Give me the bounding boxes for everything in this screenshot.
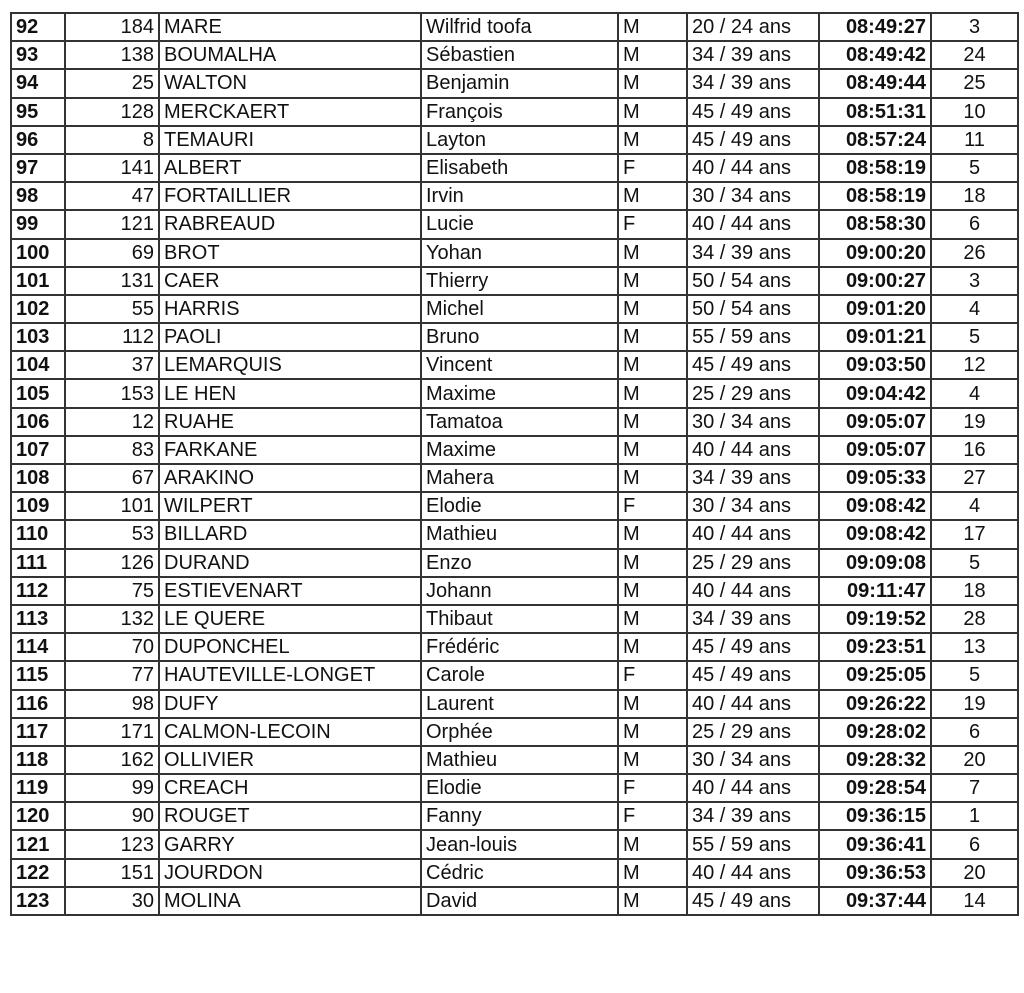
rank-cell: 99 [11,210,65,238]
sex-cell: M [618,464,687,492]
bib-cell: 126 [65,549,159,577]
first-name-cell: Maxime [421,379,618,407]
category-rank-cell: 14 [931,887,1018,915]
finish-time-cell: 09:05:07 [819,408,931,436]
last-name-cell: CAER [159,267,421,295]
bib-cell: 184 [65,13,159,41]
first-name-cell: Fanny [421,802,618,830]
finish-time-cell: 09:05:07 [819,436,931,464]
finish-time-cell: 09:08:42 [819,520,931,548]
category-rank-cell: 1 [931,802,1018,830]
finish-time-cell: 08:49:42 [819,41,931,69]
rank-cell: 109 [11,492,65,520]
table-row [11,746,1018,774]
bib-cell: 112 [65,323,159,351]
bib-cell: 99 [65,774,159,802]
table-row [11,267,1018,295]
sex-cell: F [618,154,687,182]
finish-time-cell: 09:37:44 [819,887,931,915]
bib-cell: 83 [65,436,159,464]
finish-time-cell: 08:58:19 [819,182,931,210]
category-rank-cell: 11 [931,126,1018,154]
first-name-cell: Cédric [421,859,618,887]
finish-time-cell: 09:23:51 [819,633,931,661]
sex-cell: M [618,41,687,69]
category-rank-cell: 5 [931,549,1018,577]
category-rank-cell: 3 [931,267,1018,295]
first-name-cell: Thibaut [421,605,618,633]
age-category-cell: 45 / 49 ans [687,126,819,154]
finish-time-cell: 09:08:42 [819,492,931,520]
last-name-cell: ESTIEVENART [159,577,421,605]
last-name-cell: ALBERT [159,154,421,182]
first-name-cell: Bruno [421,323,618,351]
rank-cell: 93 [11,41,65,69]
last-name-cell: LEMARQUIS [159,351,421,379]
last-name-cell: OLLIVIER [159,746,421,774]
sex-cell: M [618,633,687,661]
finish-time-cell: 09:00:27 [819,267,931,295]
bib-cell: 131 [65,267,159,295]
rank-cell: 102 [11,295,65,323]
sex-cell: M [618,520,687,548]
rank-cell: 114 [11,633,65,661]
first-name-cell: Layton [421,126,618,154]
bib-cell: 138 [65,41,159,69]
category-rank-cell: 18 [931,182,1018,210]
bib-cell: 75 [65,577,159,605]
table-row [11,774,1018,802]
category-rank-cell: 20 [931,859,1018,887]
category-rank-cell: 24 [931,41,1018,69]
last-name-cell: HARRIS [159,295,421,323]
category-rank-cell: 13 [931,633,1018,661]
last-name-cell: HAUTEVILLE-LONGET [159,661,421,689]
finish-time-cell: 09:36:53 [819,859,931,887]
rank-cell: 121 [11,830,65,858]
age-category-cell: 40 / 44 ans [687,690,819,718]
rank-cell: 105 [11,379,65,407]
last-name-cell: RABREAUD [159,210,421,238]
first-name-cell: Jean-louis [421,830,618,858]
first-name-cell: Mathieu [421,520,618,548]
first-name-cell: Maxime [421,436,618,464]
last-name-cell: MOLINA [159,887,421,915]
sex-cell: F [618,774,687,802]
last-name-cell: DURAND [159,549,421,577]
sex-cell: M [618,267,687,295]
age-category-cell: 25 / 29 ans [687,379,819,407]
category-rank-cell: 5 [931,154,1018,182]
table-row [11,859,1018,887]
sex-cell: M [618,323,687,351]
table-row [11,126,1018,154]
age-category-cell: 30 / 34 ans [687,408,819,436]
table-row [11,464,1018,492]
table-row [11,802,1018,830]
finish-time-cell: 09:28:54 [819,774,931,802]
age-category-cell: 30 / 34 ans [687,746,819,774]
last-name-cell: MERCKAERT [159,98,421,126]
table-row [11,492,1018,520]
last-name-cell: BILLARD [159,520,421,548]
bib-cell: 153 [65,379,159,407]
first-name-cell: Michel [421,295,618,323]
bib-cell: 128 [65,98,159,126]
first-name-cell: Tamatoa [421,408,618,436]
table-row [11,41,1018,69]
table-row [11,182,1018,210]
category-rank-cell: 26 [931,239,1018,267]
table-row [11,408,1018,436]
age-category-cell: 40 / 44 ans [687,520,819,548]
sex-cell: M [618,746,687,774]
sex-cell: M [618,436,687,464]
bib-cell: 151 [65,859,159,887]
finish-time-cell: 09:01:20 [819,295,931,323]
finish-time-cell: 08:58:19 [819,154,931,182]
rank-cell: 94 [11,69,65,97]
bib-cell: 25 [65,69,159,97]
first-name-cell: Lucie [421,210,618,238]
table-row [11,69,1018,97]
finish-time-cell: 08:49:27 [819,13,931,41]
table-row [11,239,1018,267]
rank-cell: 111 [11,549,65,577]
rank-cell: 107 [11,436,65,464]
table-row [11,549,1018,577]
last-name-cell: JOURDON [159,859,421,887]
table-row [11,295,1018,323]
finish-time-cell: 09:28:02 [819,718,931,746]
category-rank-cell: 6 [931,830,1018,858]
age-category-cell: 34 / 39 ans [687,41,819,69]
table-row [11,13,1018,41]
age-category-cell: 50 / 54 ans [687,295,819,323]
table-row [11,154,1018,182]
sex-cell: M [618,379,687,407]
sex-cell: M [618,295,687,323]
first-name-cell: Carole [421,661,618,689]
last-name-cell: DUFY [159,690,421,718]
rank-cell: 110 [11,520,65,548]
first-name-cell: Benjamin [421,69,618,97]
table-row [11,718,1018,746]
bib-cell: 30 [65,887,159,915]
table-row [11,633,1018,661]
table-row [11,379,1018,407]
finish-time-cell: 09:11:47 [819,577,931,605]
last-name-cell: GARRY [159,830,421,858]
bib-cell: 8 [65,126,159,154]
age-category-cell: 55 / 59 ans [687,323,819,351]
category-rank-cell: 16 [931,436,1018,464]
first-name-cell: Irvin [421,182,618,210]
rank-cell: 120 [11,802,65,830]
rank-cell: 118 [11,746,65,774]
category-rank-cell: 4 [931,295,1018,323]
first-name-cell: Sébastien [421,41,618,69]
bib-cell: 141 [65,154,159,182]
bib-cell: 90 [65,802,159,830]
category-rank-cell: 18 [931,577,1018,605]
table-row [11,661,1018,689]
age-category-cell: 40 / 44 ans [687,774,819,802]
bib-cell: 53 [65,520,159,548]
bib-cell: 77 [65,661,159,689]
age-category-cell: 25 / 29 ans [687,718,819,746]
category-rank-cell: 3 [931,13,1018,41]
first-name-cell: Johann [421,577,618,605]
bib-cell: 171 [65,718,159,746]
rank-cell: 98 [11,182,65,210]
last-name-cell: TEMAURI [159,126,421,154]
category-rank-cell: 19 [931,690,1018,718]
finish-time-cell: 09:25:05 [819,661,931,689]
age-category-cell: 45 / 49 ans [687,633,819,661]
finish-time-cell: 08:57:24 [819,126,931,154]
category-rank-cell: 5 [931,323,1018,351]
last-name-cell: MARE [159,13,421,41]
first-name-cell: Thierry [421,267,618,295]
finish-time-cell: 08:58:30 [819,210,931,238]
sex-cell: M [618,239,687,267]
finish-time-cell: 09:36:41 [819,830,931,858]
category-rank-cell: 19 [931,408,1018,436]
rank-cell: 113 [11,605,65,633]
category-rank-cell: 4 [931,492,1018,520]
table-row [11,520,1018,548]
finish-time-cell: 09:19:52 [819,605,931,633]
finish-time-cell: 09:01:21 [819,323,931,351]
age-category-cell: 40 / 44 ans [687,859,819,887]
rank-cell: 112 [11,577,65,605]
age-category-cell: 34 / 39 ans [687,464,819,492]
results-table-body [11,13,1018,915]
first-name-cell: Vincent [421,351,618,379]
category-rank-cell: 12 [931,351,1018,379]
rank-cell: 103 [11,323,65,351]
table-row [11,351,1018,379]
last-name-cell: CALMON-LECOIN [159,718,421,746]
first-name-cell: Elisabeth [421,154,618,182]
last-name-cell: ROUGET [159,802,421,830]
sex-cell: M [618,718,687,746]
bib-cell: 121 [65,210,159,238]
table-row [11,887,1018,915]
first-name-cell: Mahera [421,464,618,492]
age-category-cell: 50 / 54 ans [687,267,819,295]
age-category-cell: 45 / 49 ans [687,98,819,126]
finish-time-cell: 09:00:20 [819,239,931,267]
rank-cell: 104 [11,351,65,379]
first-name-cell: François [421,98,618,126]
finish-time-cell: 09:09:08 [819,549,931,577]
age-category-cell: 45 / 49 ans [687,887,819,915]
last-name-cell: FARKANE [159,436,421,464]
last-name-cell: ARAKINO [159,464,421,492]
first-name-cell: Enzo [421,549,618,577]
age-category-cell: 34 / 39 ans [687,69,819,97]
sex-cell: M [618,549,687,577]
category-rank-cell: 5 [931,661,1018,689]
bib-cell: 123 [65,830,159,858]
finish-time-cell: 09:04:42 [819,379,931,407]
sex-cell: M [618,69,687,97]
last-name-cell: CREACH [159,774,421,802]
age-category-cell: 40 / 44 ans [687,436,819,464]
table-row [11,690,1018,718]
rank-cell: 117 [11,718,65,746]
category-rank-cell: 6 [931,210,1018,238]
finish-time-cell: 09:28:32 [819,746,931,774]
category-rank-cell: 27 [931,464,1018,492]
last-name-cell: FORTAILLIER [159,182,421,210]
first-name-cell: Frédéric [421,633,618,661]
bib-cell: 12 [65,408,159,436]
bib-cell: 67 [65,464,159,492]
age-category-cell: 55 / 59 ans [687,830,819,858]
sex-cell: F [618,802,687,830]
rank-cell: 101 [11,267,65,295]
sex-cell: M [618,408,687,436]
rank-cell: 123 [11,887,65,915]
sex-cell: M [618,126,687,154]
last-name-cell: LE HEN [159,379,421,407]
finish-time-cell: 09:05:33 [819,464,931,492]
sex-cell: M [618,182,687,210]
sex-cell: F [618,661,687,689]
rank-cell: 106 [11,408,65,436]
sex-cell: M [618,887,687,915]
table-row [11,577,1018,605]
table-row [11,323,1018,351]
sex-cell: M [618,605,687,633]
rank-cell: 122 [11,859,65,887]
table-row [11,210,1018,238]
last-name-cell: LE QUERE [159,605,421,633]
bib-cell: 55 [65,295,159,323]
age-category-cell: 40 / 44 ans [687,210,819,238]
rank-cell: 92 [11,13,65,41]
rank-cell: 108 [11,464,65,492]
category-rank-cell: 28 [931,605,1018,633]
rank-cell: 116 [11,690,65,718]
sex-cell: F [618,210,687,238]
bib-cell: 98 [65,690,159,718]
sex-cell: M [618,859,687,887]
age-category-cell: 25 / 29 ans [687,549,819,577]
finish-time-cell: 09:36:15 [819,802,931,830]
age-category-cell: 34 / 39 ans [687,802,819,830]
sex-cell: M [618,830,687,858]
bib-cell: 37 [65,351,159,379]
category-rank-cell: 20 [931,746,1018,774]
age-category-cell: 30 / 34 ans [687,492,819,520]
first-name-cell: Mathieu [421,746,618,774]
first-name-cell: Elodie [421,492,618,520]
category-rank-cell: 4 [931,379,1018,407]
age-category-cell: 34 / 39 ans [687,605,819,633]
category-rank-cell: 6 [931,718,1018,746]
category-rank-cell: 25 [931,69,1018,97]
rank-cell: 100 [11,239,65,267]
table-row [11,830,1018,858]
bib-cell: 162 [65,746,159,774]
finish-time-cell: 08:49:44 [819,69,931,97]
first-name-cell: Elodie [421,774,618,802]
sex-cell: M [618,351,687,379]
last-name-cell: BOUMALHA [159,41,421,69]
bib-cell: 69 [65,239,159,267]
rank-cell: 97 [11,154,65,182]
table-row [11,98,1018,126]
age-category-cell: 40 / 44 ans [687,154,819,182]
last-name-cell: DUPONCHEL [159,633,421,661]
rank-cell: 96 [11,126,65,154]
sex-cell: M [618,577,687,605]
bib-cell: 132 [65,605,159,633]
last-name-cell: WALTON [159,69,421,97]
age-category-cell: 40 / 44 ans [687,577,819,605]
sex-cell: M [618,690,687,718]
results-table [10,12,1019,916]
sex-cell: M [618,13,687,41]
rank-cell: 119 [11,774,65,802]
sex-cell: F [618,492,687,520]
rank-cell: 115 [11,661,65,689]
first-name-cell: Laurent [421,690,618,718]
first-name-cell: David [421,887,618,915]
last-name-cell: WILPERT [159,492,421,520]
finish-time-cell: 09:03:50 [819,351,931,379]
age-category-cell: 30 / 34 ans [687,182,819,210]
age-category-cell: 45 / 49 ans [687,351,819,379]
category-rank-cell: 10 [931,98,1018,126]
last-name-cell: RUAHE [159,408,421,436]
table-row [11,605,1018,633]
age-category-cell: 20 / 24 ans [687,13,819,41]
sex-cell: M [618,98,687,126]
bib-cell: 70 [65,633,159,661]
category-rank-cell: 7 [931,774,1018,802]
finish-time-cell: 08:51:31 [819,98,931,126]
bib-cell: 101 [65,492,159,520]
age-category-cell: 34 / 39 ans [687,239,819,267]
category-rank-cell: 17 [931,520,1018,548]
first-name-cell: Yohan [421,239,618,267]
last-name-cell: PAOLI [159,323,421,351]
age-category-cell: 45 / 49 ans [687,661,819,689]
table-row [11,436,1018,464]
finish-time-cell: 09:26:22 [819,690,931,718]
rank-cell: 95 [11,98,65,126]
bib-cell: 47 [65,182,159,210]
first-name-cell: Wilfrid toofa [421,13,618,41]
first-name-cell: Orphée [421,718,618,746]
last-name-cell: BROT [159,239,421,267]
